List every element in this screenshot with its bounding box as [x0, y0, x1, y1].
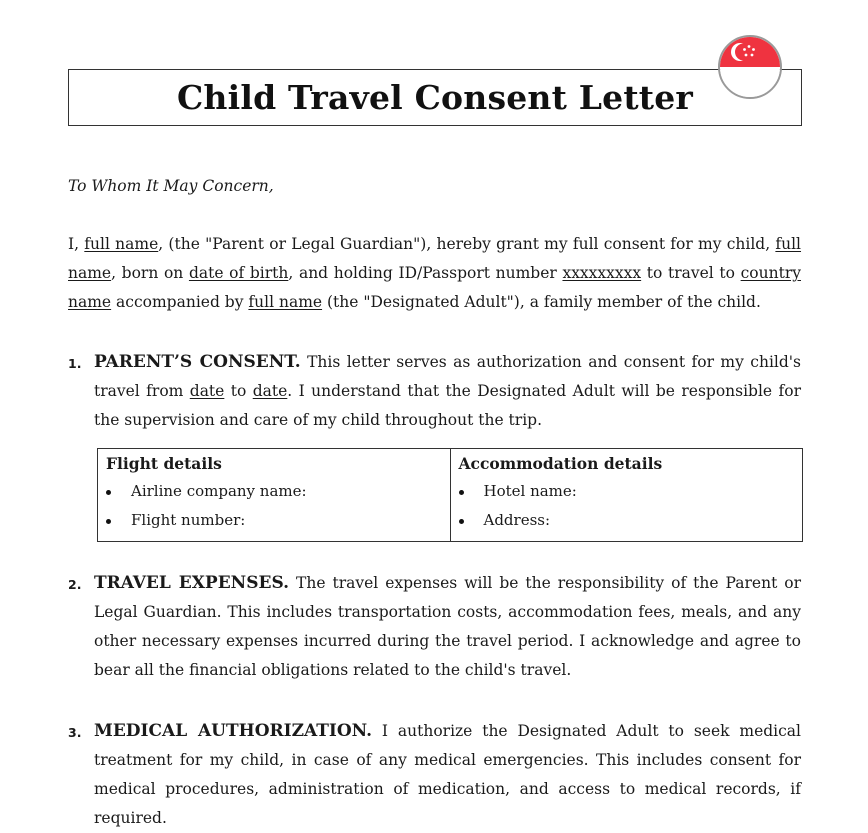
section-medical-authorization: MEDICAL AUTHORIZATION. I authorize the Designated Adult to seek medical treatment for my child, in case of any medical emergencies. This includes consent for medical procedures, administration of medication, and access to medical records, if required. — [94, 721, 801, 827]
page-title: Child Travel Consent Letter — [176, 78, 694, 117]
date-to-field: date — [252, 382, 288, 400]
list-item: Hotel name: — [459, 477, 795, 506]
flight-details-cell — [98, 449, 451, 542]
accommodation-details-header: Accommodation details — [458, 454, 663, 473]
parent-name-field: full name — [84, 235, 159, 253]
travel-details-table — [97, 448, 803, 542]
date-from-field: date — [189, 382, 225, 400]
flight-details-header: Flight details — [106, 454, 222, 473]
child-name-field: full name — [68, 235, 802, 282]
adult-name-field: full name — [248, 293, 323, 311]
title-box — [68, 69, 802, 126]
singapore-flag-icon — [718, 35, 782, 99]
list-item: Airline company name: — [106, 477, 442, 506]
dob-field: date of birth — [188, 264, 289, 282]
section-heading: TRAVEL EXPENSES. — [94, 573, 290, 593]
section-number: 3. — [68, 725, 82, 740]
section-travel-expenses: TRAVEL EXPENSES. The travel expenses will be the responsibility of the Parent or Legal Guardian. This includes transportation costs, accommodation fees, meals, and any other necessary expenses incurred during the travel period. I acknowledge and agree to bear all the financial obligations related to the child's travel. — [94, 573, 801, 679]
section-number: 2. — [68, 577, 82, 592]
accommodation-details-cell — [450, 449, 803, 542]
country-field: country name — [68, 264, 801, 311]
section-number: 1. — [68, 356, 82, 371]
section-heading: MEDICAL AUTHORIZATION. — [94, 721, 373, 741]
list-item: Flight number: — [106, 506, 442, 535]
salutation: To Whom It May Concern, — [68, 177, 274, 195]
intro-paragraph: I, full name, (the "Parent or Legal Guardian"), hereby grant my full consent for my child, full name, born on date of birth, and holding ID/Passport number xxxxxxxxx to travel to country name accompanied by full name (the "Designated Adult"), a family member of the child. — [68, 235, 802, 311]
passport-field: xxxxxxxxx — [562, 264, 642, 282]
section-parents-consent: PARENT’S CONSENT. This letter serves as authorization and consent for my child's travel from date to date. I understand that the Designated Adult will be responsible for the supervision and care of my child throughout the trip. — [94, 352, 801, 429]
list-item: Address: — [459, 506, 795, 535]
section-heading: PARENT’S CONSENT. — [94, 352, 301, 372]
